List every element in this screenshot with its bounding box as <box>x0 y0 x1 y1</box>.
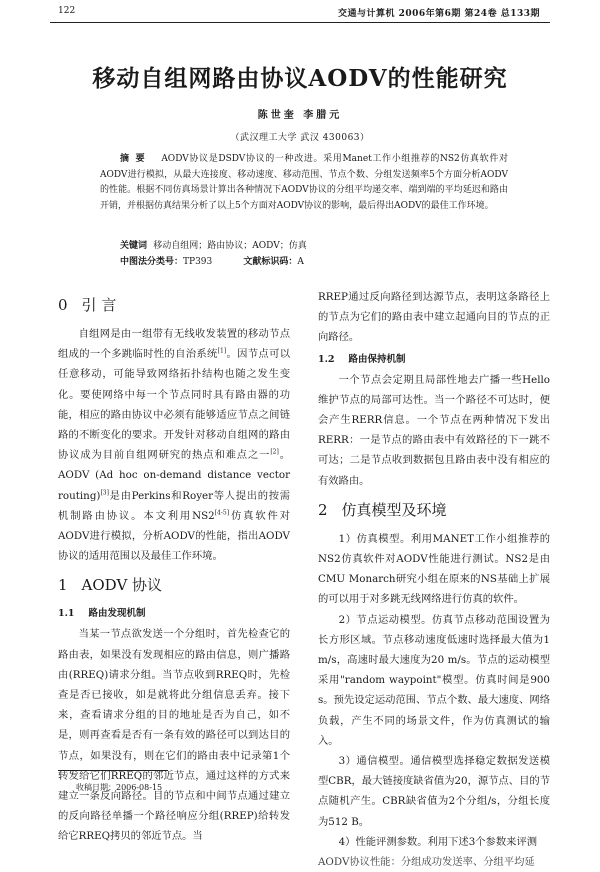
affiliation: （武汉理工大学 武汉 430063） <box>230 133 370 143</box>
right-column <box>318 287 550 869</box>
abstract <box>100 152 508 214</box>
clc-value: TP393 <box>183 257 213 267</box>
page-number: 122 <box>58 6 76 16</box>
continued-paragraph: RREP通过反向路径到达源节点，表明这条路径上的节点为它们的路由表中建立起通向目的节点的正向路径。 <box>318 291 550 344</box>
route-maintenance-paragraph: 一个节点会定期且局部性地去广播一些Hello维护节点的局部可达性。当一个路径不可达时，便会产生RERR信息。一个节点在两种情况下发出RERR：一是节点的路由表中有效路径的下一跳不可达；二是节点收到数据包且路由表中没有相应的有效路由。 <box>318 373 550 487</box>
sim-item-3: 3）通信模型。通信模型选择稳定数据发送模型CBR，最大链接度缺省值为20，源节点、目的节点随机产生。CBR缺省值为2个分组/s，分组长度为512 B。 <box>318 755 550 828</box>
left-column <box>58 290 290 847</box>
section-heading-aodv: 1 AODV 协议 <box>58 576 163 595</box>
doc-code-value: A <box>297 257 304 267</box>
classification <box>120 254 304 267</box>
authors: 陈世奎 李腊元 <box>257 110 343 121</box>
abstract-label: 摘要 <box>120 154 152 164</box>
doc-code-label: 文献标识码： <box>243 257 298 267</box>
received-date-footnote: 收稿日期：2006-08-15 <box>76 783 163 792</box>
footnote-rule <box>58 770 168 771</box>
abstract-text: AODV协议是DSDV协议的一种改进。采用Manet工作小组推荐的NS2仿真软件对AODV进行模拟，从最大连接度、移动速度、移动范围、节点个数、分组发送频率5个方面分析AODV的性能。根据不同仿真场景计算出各种情况下AODV协议的分组平均递交率、端到端的平均延迟和路由开销，并根据仿真结果分析了以上5个方面对AODV协议的影响，最后得出AODV的最佳工作环境。 <box>100 154 508 211</box>
paper-title: 移动自组网路由协议AODV的性能研究 <box>92 65 508 92</box>
clc-label: 中图法分类号： <box>120 257 184 267</box>
sim-item-1: 1）仿真模型。利用MANET工作小组推荐的NS2仿真软件对AODV性能进行测试。NS2是由CMU Monarch研究小组在原来的NS基础上扩展的可以用于对多跳无线网络进行仿真的软件。 <box>318 532 550 606</box>
header-rule <box>50 22 550 23</box>
keywords <box>120 238 307 251</box>
intro-paragraph: 自组网是由一组带有无线收发装置的移动节点组成的一个多跳临时性的自治系统[1]。因节点可以任意移动，可能导致网络拓扑结构也随之发生变化。要使网络中每一个节点同时具有路由器的功能，相应的路由协议中必须有能够适应节点之间链路的不断变化的要求。开发针对移动自组网的路由协议成为目前自组网研究的热点和难点之一[2]。AODV (Ad hoc on-demand distance vector routing)[3]是由Perkins和Royer等人提出的按需机制路由协议。本文利用NS2[4-5]仿真软件对AODV进行模拟，分析AODV的性能，指出AODV协议的适用范围以及最佳工作环境。 <box>58 328 291 563</box>
section-heading-intro: 0 引 言 <box>58 296 117 314</box>
running-header <box>50 6 550 26</box>
clipped-line: AODV协议性能：分组成功发送率、分组平均延 <box>318 856 535 869</box>
route-discovery-paragraph: 当某一节点欲发送一个分组时，首先检查它的路由表，如果没有发现相应的路由信息，则广播路由(RREQ)请求分组。当节点收到RREQ时，先检查是否已接收，如是就将此分组信息丢弃。接下来，查看请求分组的目的地址是否为自己，如不是，则再查看是否有一条有效的路径可以到达目的节点，如果没有，则在它们的路由表中记录第1个转发给它们RREQ的邻近节点，通过这样的方式来建立一条反向路径。目的节点和中间节点通过建立的反向路径单播一个路径响应分组(RREP)给转发给它RREQ拷贝的邻近节点。当 <box>58 628 290 843</box>
subsection-heading-route-maintenance: 1.2 路由保持机制 <box>318 353 406 365</box>
keywords-label: 关键词 <box>120 241 148 251</box>
sim-item-4: 4）性能评测参数。利用下述3个参数来评测 <box>338 835 538 848</box>
journal-info: 交通与计算机 2006年第6期 第24卷 总133期 <box>337 9 540 19</box>
keywords-value: 移动自组网；路由协议；AODV；仿真 <box>153 241 307 251</box>
section-heading-simulation: 2 仿真模型及环境 <box>318 500 447 519</box>
sim-item-2: 2）节点运动模型。仿真节点移动范围设置为长方形区域。节点移动速度低速时选择最大值为1 m/s，高速时最大速度为20 m/s。节点的运动模型采用"random waypoint"模型。仿真时间是900 s。预先设定运动范围、节点个数、最大速度、网络负载，产生不同的场景文件，作为仿真测试的输入。 <box>318 613 550 747</box>
subsection-heading-route-discovery: 1.1 路由发现机制 <box>58 608 146 620</box>
